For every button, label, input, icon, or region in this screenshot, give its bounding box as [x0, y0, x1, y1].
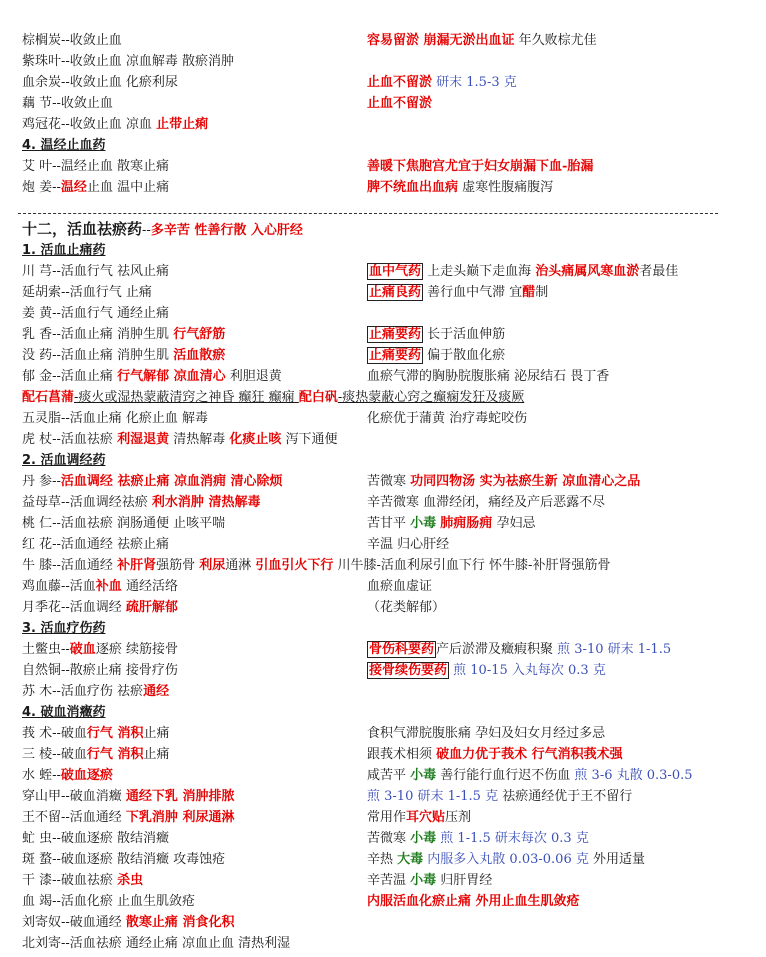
- herb-note: [367, 471, 640, 492]
- note-row: [0, 786, 766, 807]
- text-segment: 破血: [69, 642, 96, 657]
- herb-note: [367, 72, 517, 93]
- herb-definition: [22, 261, 169, 282]
- note-row: [0, 303, 766, 324]
- note-row: [0, 51, 766, 72]
- note-row: [0, 828, 766, 849]
- text-segment: 止痛良药: [369, 285, 422, 300]
- note-row: [0, 744, 766, 765]
- text-segment: 常用作: [367, 810, 407, 825]
- text-segment: 肺痈肠痈: [440, 516, 493, 531]
- note-row: [0, 891, 766, 912]
- text-segment: 艾 叶--温经止血 散寒止痛: [22, 159, 170, 174]
- text-segment: 紫珠叶--收敛止血 凉血解毒 散瘀消肿: [22, 54, 235, 69]
- text-segment: 小毒: [410, 768, 437, 783]
- note-row: [0, 576, 766, 597]
- note-row: [0, 450, 766, 471]
- text-segment: 醋: [522, 285, 536, 300]
- herb-note: [367, 408, 527, 429]
- note-row: [0, 681, 766, 702]
- text-segment: 煎 10-15 入丸每次 0.3 克: [453, 663, 606, 678]
- herb-definition: [22, 534, 169, 555]
- herb-note: [367, 492, 605, 513]
- herb-definition: [22, 387, 524, 408]
- text-segment: 4. 温经止血药: [22, 138, 106, 153]
- text-segment: -痰火或湿热蒙蔽清窍之神昏 癫狂 癫痫: [74, 390, 299, 405]
- text-segment: 煎 3-10 研末 1-1.5: [557, 642, 672, 657]
- text-segment: 耳穴贴: [406, 810, 446, 825]
- text-segment: 配白矾: [298, 390, 338, 405]
- text-segment: 苦微寒: [367, 831, 411, 846]
- text-segment: 虎 杖--活血祛瘀: [22, 432, 118, 447]
- text-segment: 北刘寄--活血祛瘀 通经止痛 凉血止血 清热利湿: [22, 936, 291, 951]
- herb-definition: [22, 849, 225, 870]
- text-segment: 通经活络: [121, 579, 178, 594]
- herb-definition: [22, 324, 225, 345]
- text-segment: 水 蛭--: [22, 768, 61, 783]
- note-row: [0, 408, 766, 429]
- herb-note: [367, 93, 432, 114]
- text-segment: 逐瘀 续筋接骨: [95, 642, 178, 657]
- text-segment: 善暖下焦胞宫尤宜于妇女崩漏下血-胎漏: [367, 159, 594, 174]
- text-segment: 穿山甲--破血消癥: [22, 789, 126, 804]
- herb-definition: [22, 744, 169, 765]
- text-segment: 疏肝解郁: [125, 600, 178, 615]
- text-segment: 乳 香--活血止痛 消肿生肌: [22, 327, 174, 342]
- herb-definition: [22, 765, 113, 786]
- text-segment: 年久败棕尤佳: [514, 33, 597, 48]
- text-segment: 煎 3-10 研末 1-1.5 克: [367, 789, 499, 804]
- text-segment: 通经: [143, 684, 170, 699]
- herb-note: [367, 345, 505, 366]
- text-segment: 桃 仁--活血祛瘀 润肠通便 止咳平喘: [22, 516, 226, 531]
- herb-note: [367, 723, 605, 744]
- text-segment: 川 芎--活血行气 祛风止痛: [22, 264, 170, 279]
- herb-note: [367, 156, 593, 177]
- text-segment: 内服活血化瘀止痛 外用止血生肌敛疮: [367, 894, 580, 909]
- text-segment: 破血逐瘀: [60, 768, 113, 783]
- text-segment: 温经: [60, 180, 87, 195]
- text-segment: 大毒: [397, 852, 424, 867]
- note-row: [0, 471, 766, 492]
- text-segment: 莪 术--破血: [22, 726, 87, 741]
- note-row: [0, 702, 766, 723]
- text-segment: 红 花--活血通经 祛瘀止痛: [22, 537, 170, 552]
- herb-definition: [22, 282, 152, 303]
- herb-definition: [22, 114, 208, 135]
- note-row: [0, 912, 766, 933]
- text-segment: 长于活血伸筋: [423, 327, 506, 342]
- text-segment: 棕榈炭--收敛止血: [22, 33, 122, 48]
- herb-definition: [22, 450, 106, 471]
- text-segment: 血瘀血虚证: [367, 579, 433, 594]
- text-segment: 止血 温中止痛: [86, 180, 170, 195]
- herb-note: [367, 849, 645, 870]
- herb-definition: [22, 933, 290, 954]
- text-segment: 十二，活血祛瘀药: [22, 220, 143, 238]
- text-segment: 血 竭--活血化瘀 止血生肌敛疮: [22, 894, 196, 909]
- text-segment: 止血不留淤: [367, 96, 433, 111]
- text-segment: 祛瘀通经优于王不留行: [498, 789, 633, 804]
- note-row: [0, 135, 766, 156]
- text-segment: 土鳖虫--: [22, 642, 70, 657]
- text-segment: 清热解毒: [169, 432, 230, 447]
- note-row: [0, 639, 766, 660]
- text-segment: 小毒: [410, 831, 437, 846]
- note-row: [0, 933, 766, 954]
- text-segment: 研末 1.5-3 克: [432, 75, 517, 90]
- text-segment: 郁 金--活血止痛: [22, 369, 118, 384]
- text-segment: 丹 参--: [22, 474, 61, 489]
- note-row: [0, 282, 766, 303]
- text-segment: 止痛要药: [369, 348, 422, 363]
- herb-note: [367, 891, 580, 912]
- text-segment: 苦甘平: [367, 516, 411, 531]
- herb-definition: [22, 555, 610, 576]
- herb-note: [367, 534, 449, 555]
- herb-definition: [22, 912, 234, 933]
- text-segment: 善行血中气滞 宜: [423, 285, 523, 300]
- text-segment: 刘寄奴--破血通经: [22, 915, 126, 930]
- note-row: [0, 366, 766, 387]
- text-segment: 咸苦平: [367, 768, 411, 783]
- text-segment: 压剂: [445, 810, 472, 825]
- note-row: [0, 240, 766, 261]
- note-row: [0, 177, 766, 198]
- text-segment: 止痛要药: [369, 327, 422, 342]
- text-segment: 上走头巅下走血海: [423, 264, 536, 279]
- text-segment: 配石菖蒲: [22, 390, 75, 405]
- text-segment: 斑 蝥--破血逐瘀 散结消癥 攻毒蚀疮: [22, 852, 226, 867]
- text-segment: 辛苦微寒 血滞经闭，痛经及产后恶露不尽: [367, 495, 606, 510]
- text-segment: 三 棱--破血: [22, 747, 87, 762]
- herb-definition: [22, 471, 283, 492]
- herb-note: [367, 30, 597, 51]
- text-segment: 血中气药: [369, 264, 422, 279]
- herb-note: [367, 870, 492, 891]
- herb-definition: [22, 660, 178, 681]
- text-segment: 内服多入丸散 0.03-0.06 克: [427, 852, 589, 867]
- note-row: [0, 555, 766, 576]
- note-row: [0, 597, 766, 618]
- text-segment: 行气舒筋: [173, 327, 226, 342]
- text-segment: 五灵脂--活血止痛 化瘀止血 解毒: [22, 411, 209, 426]
- text-segment: 活血调经 祛瘀止痛 凉血消痈 清心除烦: [60, 474, 283, 489]
- text-segment: 3. 活血疗伤药: [22, 621, 106, 636]
- text-segment: 活血散瘀: [173, 348, 226, 363]
- herb-definition: [22, 177, 169, 198]
- herb-definition: [22, 723, 169, 744]
- note-row: [0, 660, 766, 681]
- text-segment: 行气 消积: [86, 726, 144, 741]
- note-row: [0, 72, 766, 93]
- text-segment: 益母草--活血调经祛瘀: [22, 495, 152, 510]
- text-segment: 2. 活血调经药: [22, 453, 106, 468]
- text-segment: 止血不留淤: [367, 75, 433, 90]
- herb-definition: [22, 492, 260, 513]
- text-segment: 虚寒性腹痛腹泻: [458, 180, 554, 195]
- note-row: [0, 513, 766, 534]
- text-segment: 通淋: [225, 558, 256, 573]
- herb-note: [367, 513, 535, 534]
- note-row: [0, 156, 766, 177]
- text-segment: 补肝肾: [117, 558, 157, 573]
- text-segment: 王不留--活血通经: [22, 810, 126, 825]
- text-segment: 虻 虫--破血逐瘀 散结消癥: [22, 831, 170, 846]
- text-segment: 1. 活血止痛药: [22, 243, 106, 258]
- text-segment: 杀虫: [117, 873, 144, 888]
- herb-note: [367, 576, 432, 597]
- note-row: [0, 429, 766, 450]
- note-row: [0, 849, 766, 870]
- herb-definition: [22, 135, 106, 156]
- herb-note: [367, 828, 589, 849]
- text-segment: 利胆退黄: [225, 369, 282, 384]
- text-segment: 补血: [95, 579, 122, 594]
- note-row: [0, 345, 766, 366]
- text-segment: 化痰止咳: [229, 432, 282, 447]
- herb-definition: [22, 408, 208, 429]
- herb-definition: [22, 576, 178, 597]
- text-segment: 煎 1-1.5 研末每次 0.3 克: [440, 831, 589, 846]
- text-segment: 强筋骨: [156, 558, 200, 573]
- section-divider: [18, 213, 718, 214]
- text-segment: 血瘀气滞的胸胁脘腹胀痛 泌尿结石 畏丁香: [367, 369, 610, 384]
- text-segment: 苦微寒: [367, 474, 411, 489]
- text-segment: （花类解郁）: [367, 600, 446, 615]
- herb-definition: [22, 681, 169, 702]
- text-segment: 小毒: [410, 516, 437, 531]
- herb-definition: [22, 51, 234, 72]
- text-segment: 食积气滞脘腹胀痛 孕妇及妇女月经过多忌: [367, 726, 606, 741]
- herb-definition: [22, 702, 106, 723]
- herb-definition: [22, 303, 169, 324]
- text-segment: 苏 木--活血疗伤 祛瘀: [22, 684, 144, 699]
- herb-note: [367, 639, 671, 660]
- text-segment: 制: [535, 285, 549, 300]
- herb-note: [367, 765, 693, 786]
- text-segment: 多辛苦 性善行散 入心肝经: [150, 223, 303, 238]
- text-segment: 延胡索--活血行气 止痛: [22, 285, 152, 300]
- text-segment: 没 药--活血止痛 消肿生肌: [22, 348, 174, 363]
- text-segment: 月季花--活血调经: [22, 600, 126, 615]
- text-segment: 利湿退黄: [117, 432, 170, 447]
- note-row: [0, 723, 766, 744]
- herb-definition: [22, 807, 234, 828]
- herb-definition: [22, 828, 169, 849]
- note-row: [0, 219, 766, 240]
- note-row: [0, 618, 766, 639]
- text-segment: 姜 黄--活血行气 通经止痛: [22, 306, 170, 321]
- text-segment: 行气 消积: [86, 747, 144, 762]
- text-segment: 泻下通便: [281, 432, 338, 447]
- text-segment: 孕妇忌: [492, 516, 536, 531]
- text-segment: 下乳消肿 利尿通淋: [125, 810, 235, 825]
- herb-note: [367, 744, 623, 765]
- herb-definition: [22, 618, 106, 639]
- text-segment: 行气解郁 凉血清心: [117, 369, 226, 384]
- herb-definition: [22, 639, 178, 660]
- text-segment: 散寒止痛 消食化积: [125, 915, 235, 930]
- text-segment: 鸡血藤--活血: [22, 579, 96, 594]
- herb-definition: [22, 72, 178, 93]
- text-segment: --: [142, 223, 151, 238]
- herb-note: [367, 366, 609, 387]
- note-row: [0, 261, 766, 282]
- herb-definition: [22, 429, 338, 450]
- text-segment: 跟莪术相须: [367, 747, 437, 762]
- text-segment: 止带止痢: [156, 117, 209, 132]
- herb-definition: [22, 786, 234, 807]
- text-segment: -痰热蒙蔽心窍之癫痫发狂及痰厥: [337, 390, 525, 405]
- text-segment: 牛 膝--活血通经: [22, 558, 118, 573]
- text-segment: 破血力优于莪术 行气消积莪术强: [436, 747, 623, 762]
- note-row: [0, 387, 766, 408]
- note-row: [0, 324, 766, 345]
- text-segment: 归肝胃经: [436, 873, 493, 888]
- note-row: [0, 807, 766, 828]
- herb-definition: [22, 93, 113, 114]
- note-row: [0, 93, 766, 114]
- note-row: [0, 765, 766, 786]
- herb-note: [367, 261, 678, 282]
- herb-definition: [22, 513, 225, 534]
- herb-definition: [22, 156, 169, 177]
- text-segment: 辛温 归心肝经: [367, 537, 450, 552]
- herb-note: [367, 597, 445, 618]
- text-segment: 通经下乳 消肿排脓: [125, 789, 235, 804]
- text-segment: 治头痛属风寒血淤: [535, 264, 640, 279]
- note-row: [0, 114, 766, 135]
- text-segment: 功同四物汤 实为祛瘀生新 凉血清心之品: [410, 474, 641, 489]
- herb-definition: [22, 345, 225, 366]
- text-segment: 煎 3-6 丸散 0.3-0.5: [574, 768, 693, 783]
- text-segment: 容易留淤 崩漏无淤出血证: [367, 33, 515, 48]
- text-segment: 小毒: [410, 873, 437, 888]
- text-segment: 利水消肿 清热解毒: [151, 495, 261, 510]
- herb-note: [367, 807, 471, 828]
- text-segment: 产后淤滞及癥瘕积聚: [436, 642, 558, 657]
- text-segment: 外用适量: [588, 852, 645, 867]
- herb-definition: [22, 30, 122, 51]
- note-row: [0, 534, 766, 555]
- text-segment: 4. 破血消癥药: [22, 705, 106, 720]
- text-segment: 止痛: [143, 726, 170, 741]
- herb-definition: [22, 870, 143, 891]
- herb-note: [367, 324, 505, 345]
- text-segment: 血余炭--收敛止血 化瘀利尿: [22, 75, 178, 90]
- text-segment: 自然铜--散瘀止痛 接骨疗伤: [22, 663, 178, 678]
- herb-definition: [22, 891, 195, 912]
- text-segment: 化瘀优于蒲黄 治疗毒蛇咬伤: [367, 411, 528, 426]
- herb-definition: [22, 366, 282, 387]
- herb-definition: [22, 597, 178, 618]
- note-row: [0, 870, 766, 891]
- note-row: [0, 30, 766, 51]
- text-segment: 脾不统血出血病: [367, 180, 459, 195]
- text-segment: 川牛膝-活血利尿引血下行 怀牛膝-补肝肾强筋骨: [333, 558, 611, 573]
- herb-note: [367, 786, 632, 807]
- text-segment: 辛苦温: [367, 873, 411, 888]
- text-segment: 引血引火下行: [255, 558, 334, 573]
- text-segment: 止痛: [143, 747, 170, 762]
- text-segment: 偏于散血化瘀: [423, 348, 506, 363]
- text-segment: 鸡冠花--收敛止血 凉血: [22, 117, 157, 132]
- herb-note: [367, 660, 606, 681]
- text-segment: 辛热: [367, 852, 398, 867]
- herb-definition: [22, 240, 106, 261]
- text-segment: 骨伤科要药: [369, 642, 435, 657]
- herb-definition: [22, 219, 303, 241]
- note-row: [0, 492, 766, 513]
- text-segment: 干 漆--破血祛瘀: [22, 873, 118, 888]
- text-segment: 藕 节--收敛止血: [22, 96, 113, 111]
- text-segment: 善行能行血行迟不伤血: [436, 768, 575, 783]
- text-segment: 利尿: [199, 558, 226, 573]
- herb-note: [367, 282, 548, 303]
- text-segment: 接骨续伤要药: [369, 663, 448, 678]
- text-segment: 者最佳: [639, 264, 679, 279]
- herb-note: [367, 177, 553, 198]
- text-segment: 炮 姜--: [22, 180, 61, 195]
